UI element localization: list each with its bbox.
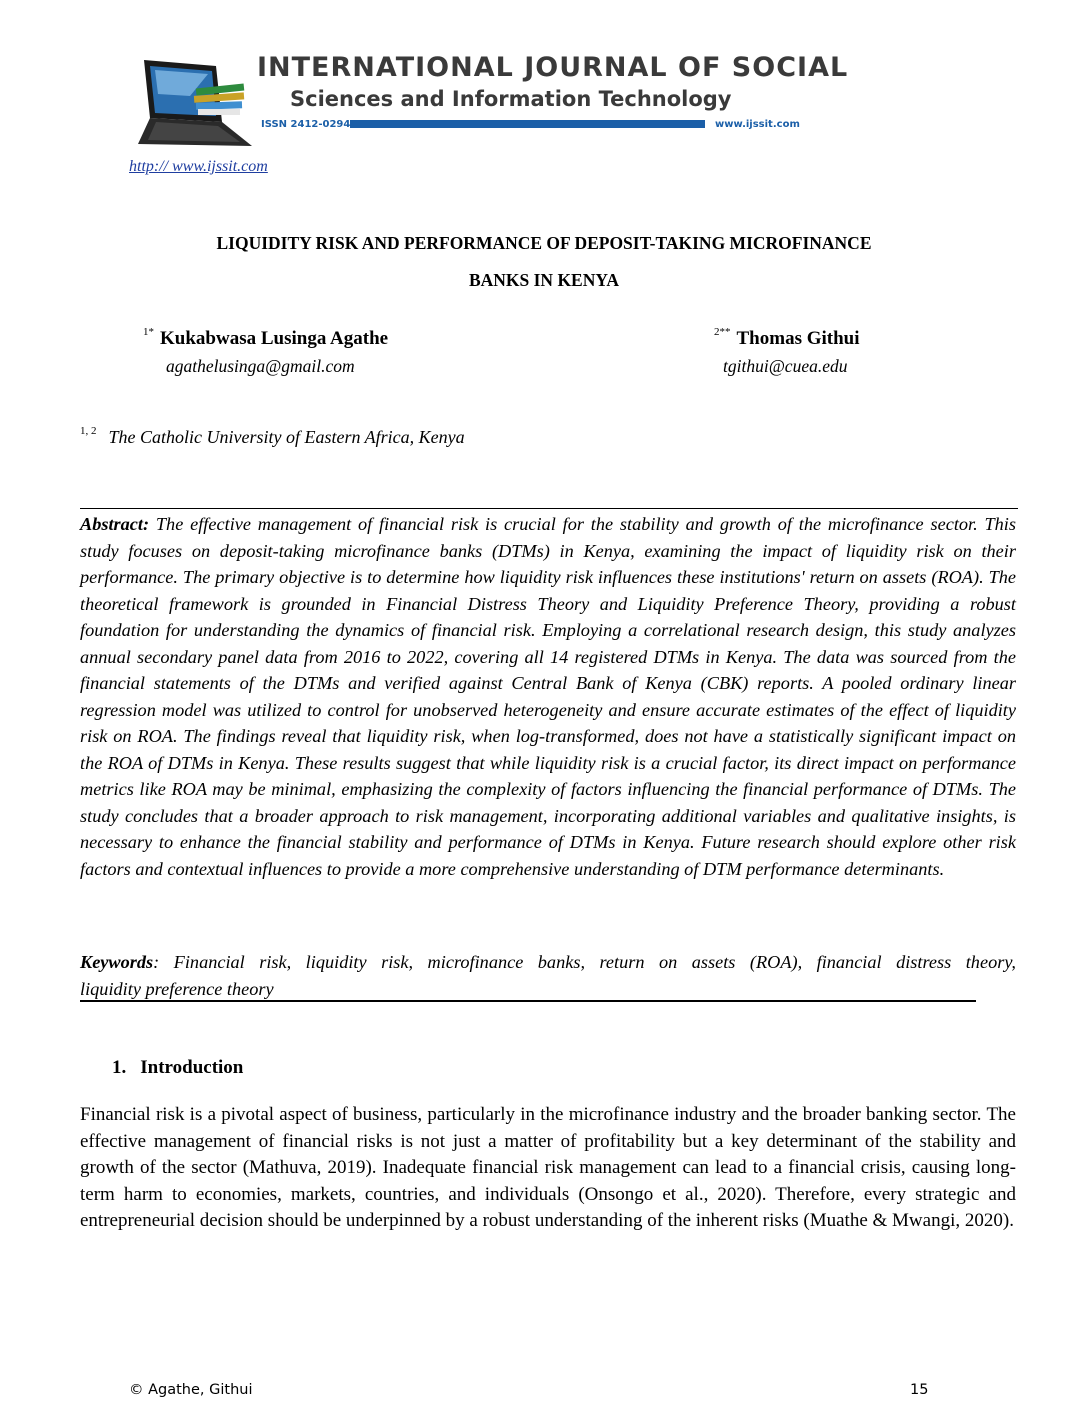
affiliation xyxy=(80,427,465,448)
section-title: Introduction xyxy=(140,1057,244,1078)
banner-divider-bar xyxy=(350,120,705,128)
author-2 xyxy=(714,328,860,350)
author-2-email: tgithui@cuea.edu xyxy=(723,356,848,376)
journal-name-line1: INTERNATIONAL JOURNAL OF SOCIAL xyxy=(257,52,849,83)
keywords-label: Keywords xyxy=(80,952,154,972)
laptop-books-logo-icon xyxy=(130,56,258,152)
keywords xyxy=(80,949,1016,1002)
page-number: 15 xyxy=(910,1382,929,1398)
paper-title-line1: LIQUIDITY RISK AND PERFORMANCE OF DEPOSIT-TAKING MICROFINANCE xyxy=(216,233,872,253)
footer-copyright: © Agathe, Githui xyxy=(129,1382,253,1398)
affiliation-text: The Catholic University of Eastern Africa, Kenya xyxy=(108,427,465,447)
section-number: 1. xyxy=(112,1057,127,1078)
abstract xyxy=(80,511,1016,882)
keywords-line1: : Financial risk, liquidity risk, microfinance banks, return on assets (ROA), financial distress theory, xyxy=(153,952,1016,972)
abstract-text: The effective management of financial risk is crucial for the stability and growth of the microfinance sector. This study focuses on deposit-taking microfinance banks (DTMs) in Kenya, examining the impact of liquidity risk on their performance. The primary objective is to determine how liquidity risk influences these institutions' return on assets (ROA). The theoretical framework is grounded in Financial Distress Theory and Liquidity Preference Theory, providing a robust foundation for understanding the dynamics of financial risk. Employing a correlational research design, this study analyzes annual secondary panel data from 2016 to 2022, covering all 14 registered DTMs in Kenya. The data was sourced from the financial statements of the DTMs and verified against Central Bank of Kenya (CBK) reports. A pooled ordinary linear regression model was utilized to control for unobserved heterogeneity and ensure accurate estimates of the effect of liquidity risk on ROA. The findings reveal that liquidity risk, when log-transformed, does not have a statistically significant impact on the ROA of DTMs in Kenya. These results suggest that while liquidity risk is a crucial factor, its direct impact on performance metrics like ROA may be minimal, emphasizing the complexity of factors influencing the financial performance of DTMs. The study concludes that a broader approach to risk management, incorporating additional variables and qualitative insights, is necessary to enhance the financial stability and performance of DTMs in Kenya. Future research should explore other risk factors and contextual influences to provide a more comprehensive understanding of DTM performance determinants. xyxy=(80,514,1016,879)
affiliation-marker: 1, 2 xyxy=(80,425,97,437)
author-1-marker: 1* xyxy=(143,326,154,338)
abstract-label: Abstract: xyxy=(80,514,150,534)
section-heading-introduction xyxy=(112,1057,243,1079)
author-1 xyxy=(143,328,388,350)
abstract-top-rule xyxy=(80,508,1018,509)
author-1-email: agathelusinga@gmail.com xyxy=(166,356,355,376)
author-2-name: Thomas Githui xyxy=(736,328,860,349)
issn-label: ISSN 2412-0294 xyxy=(261,119,351,130)
journal-name-line2: Sciences and Information Technology xyxy=(290,87,732,111)
author-2-marker: 2** xyxy=(714,326,731,338)
banner-website: www.ijssit.com xyxy=(715,119,800,130)
paper-title-line2: BANKS IN KENYA xyxy=(468,270,620,290)
introduction-paragraph: Financial risk is a pivotal aspect of business, particularly in the microfinance industry and the broader banking sector. The effective management of financial risks is not just a matter of profitability but a key determinant of the stability and growth of the sector (Mathuva, 2019). Inadequate financial risk management can lead to a financial crisis, causing long-term harm to economies, markets, countries, and individuals (Onsongo et al., 2020). Therefore, every strategic and entrepreneurial decision should be underpinned by a robust understanding of the inherent risks (Muathe & Mwangi, 2020). xyxy=(80,1104,1016,1231)
author-1-name: Kukabwasa Lusinga Agathe xyxy=(160,328,389,349)
journal-banner xyxy=(130,50,849,155)
journal-url-link[interactable]: http:// www.ijssit.com xyxy=(129,158,268,175)
keywords-line2: liquidity preference theory xyxy=(80,978,976,1002)
